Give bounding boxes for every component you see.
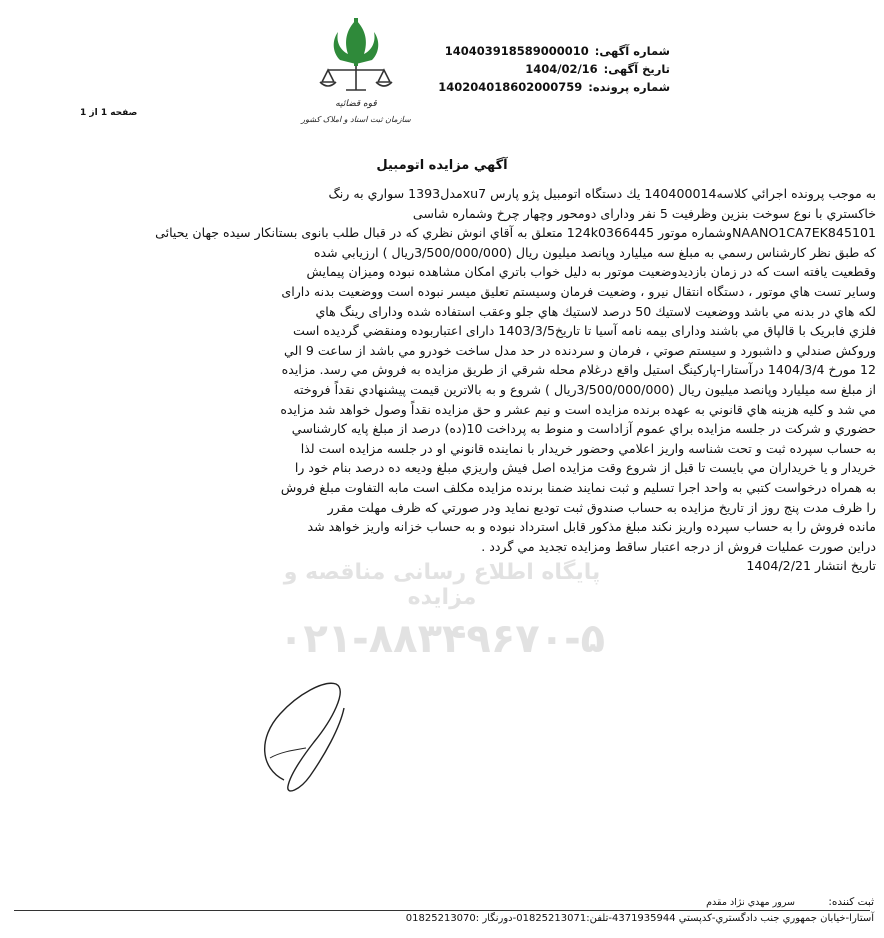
registrar-name: سرور مهدي نژاد مقدم: [706, 897, 796, 908]
iran-emblem-icon: [296, 12, 416, 130]
body-line: كه طبق نظر كارشناس رسمي به مبلغ سه ميليارد وپانصد ميليون ريال (3/500/000/000ريال ) ارزيابي شده: [313, 244, 876, 260]
notice-number-row: [445, 44, 670, 58]
body-line: به حساب سپرده ثبت و تحت شناسه واريز اعلامي وحضور خريدار با نماينده قانوني او در جلسه مزايده است لذا: [300, 440, 876, 456]
judiciary-logo: [296, 12, 416, 130]
notice-number-value: 140403918589000010: [444, 44, 589, 58]
body-line: مي شد و كليه هزينه هاي قانوني به عهده برنده مزايده است و نيم عشر و حق مزايده نقداً وصول خواهد شد مزايده: [280, 401, 876, 417]
body-line: وساير تست هاي موتور ، دستگاه انتقال نيرو ، وضعيت فرمان وسيستم تعليق ميسر نبوده است ووضعيت بدنه دارای: [281, 283, 876, 299]
body-line: NAANO1CA7EK845101وشماره موتور 124k0366445 متعلق به آقاي انوش نظري كه در قبال طلب بانوی بستانكار سيده جهان يحيائی: [155, 225, 876, 241]
case-number-label: شماره پرونده:: [588, 80, 670, 94]
body-line: لكه هاي در بدنه مي باشد ووضعيت لاستيك 50 درصد لاستيك هاي جلو وعقب استفاده شده ودارای رينگ هاي: [315, 303, 876, 319]
watermark-line1: پایگاه اطلاع رسانی مناقصه و مزایده: [283, 560, 601, 610]
handwritten-signature-icon: [240, 668, 380, 800]
document-title: آگهي مزايده اتومبيل: [376, 158, 508, 173]
page-number: صفحه 1 از 1: [80, 108, 138, 118]
body-line: به موجب پرونده اجرائي كلاسه140400014 يك دستگاه اتومبيل پژو پارس xu7مدل1393 سواري به رنگ: [328, 186, 876, 201]
body-line: خريدار و يا خريداران مي بايست تا قبل از شروع وقت مزايده اصل فيش واريزي مبلغ وديعه ده درصد بنام خود را: [294, 460, 876, 476]
body-line: را ظرف مدت پنج روز از تاريخ مزايده به حساب صندوق ثبت توديع نمايد ودر صورتي كه ظرف مهلت مقرر: [327, 499, 876, 515]
logo-line2: سازمان ثبت اسناد و املاک کشور: [301, 115, 411, 124]
notice-number-label: شماره آگهی:: [594, 44, 670, 58]
body-line: به همراه درخواست كتبي به واحد اجرا تسليم و ثبت نمايند ضمنا برنده مزايده مكلف است مابه التفاوت مبلغ فروش: [280, 479, 876, 495]
body-line: فلزي فابريک با قالپاق مي باشند ودارای بيمه نامه آسيا تا تاريخ1403/3/5 دارای اعتباربوده ومنقضي گرديده است: [293, 323, 876, 339]
logo-line1: قوه قضائیه: [335, 99, 377, 109]
body-line: وقطعيت يافته است كه در زمان بازديدوضعيت موتور به دليل خواب باتري امكان مشاهده نبوده وميزان پيمايش: [306, 264, 876, 280]
body-line: تاريخ انتشار 1404/2/21: [746, 558, 876, 574]
notice-body: [10, 184, 876, 576]
notice-date-value: 1404/02/16: [525, 62, 598, 76]
body-line: حضوري و شركت در جلسه مزايده براي عموم آزاداست و منوط به پرداخت 10(ده) درصد از مبلغ پايه كارشناسي: [291, 421, 876, 437]
footer-address: آستارا-خيابان جمهوري جنب دادگستري-كدپستي 4371935944-تلفن:01825213071-دورنگار :01825213070: [405, 913, 874, 924]
case-number-row: [438, 80, 670, 94]
body-line: وروكش صندلي و داشبورد و سيستم صوتي ، فرمان و سردنده در حد مدل ساخت خودرو مي باشد از ساعت 9 الي: [283, 342, 876, 358]
notice-date-label: تاریخ آگهی:: [603, 62, 670, 76]
registrar-row: [706, 896, 874, 908]
registrar-label: ثبت كننده:: [828, 896, 874, 908]
body-line: از مبلغ سه ميليارد وپانصد ميليون ريال (3/500/000/000ريال ) شروع و به بالاترين قيمت پيشنهادي نقداً فروخته: [293, 381, 876, 397]
body-line: مانده فروش را به حساب سپرده واريز نكند مبلغ مذكور قابل استرداد نبوده و به حساب خزانه واريز خواهد شد: [307, 519, 876, 535]
case-number-value: 140204018602000759: [438, 80, 583, 94]
footer-divider: [14, 910, 870, 911]
notice-date-row: [525, 62, 670, 76]
watermark-phone: ۰۲۱-۸۸۳۴۹۶۷۰-۵: [278, 616, 606, 662]
body-line: دراين صورت عمليات فروش از درجه اعتبار ساقط ومزايده تجديد مي گردد .: [481, 538, 876, 554]
body-line: خاكستري با نوع سوخت بنزين وظرفيت 5 نفر ودارای دومحور وچهار چرخ وشماره شاسی: [412, 205, 876, 221]
body-line: 12 مورخ 1404/3/4 درآستارا-پاركينگ استيل واقع درغلام محله شرقي از طريق مزايده به فروش مي رسد. مزايده: [281, 362, 876, 378]
